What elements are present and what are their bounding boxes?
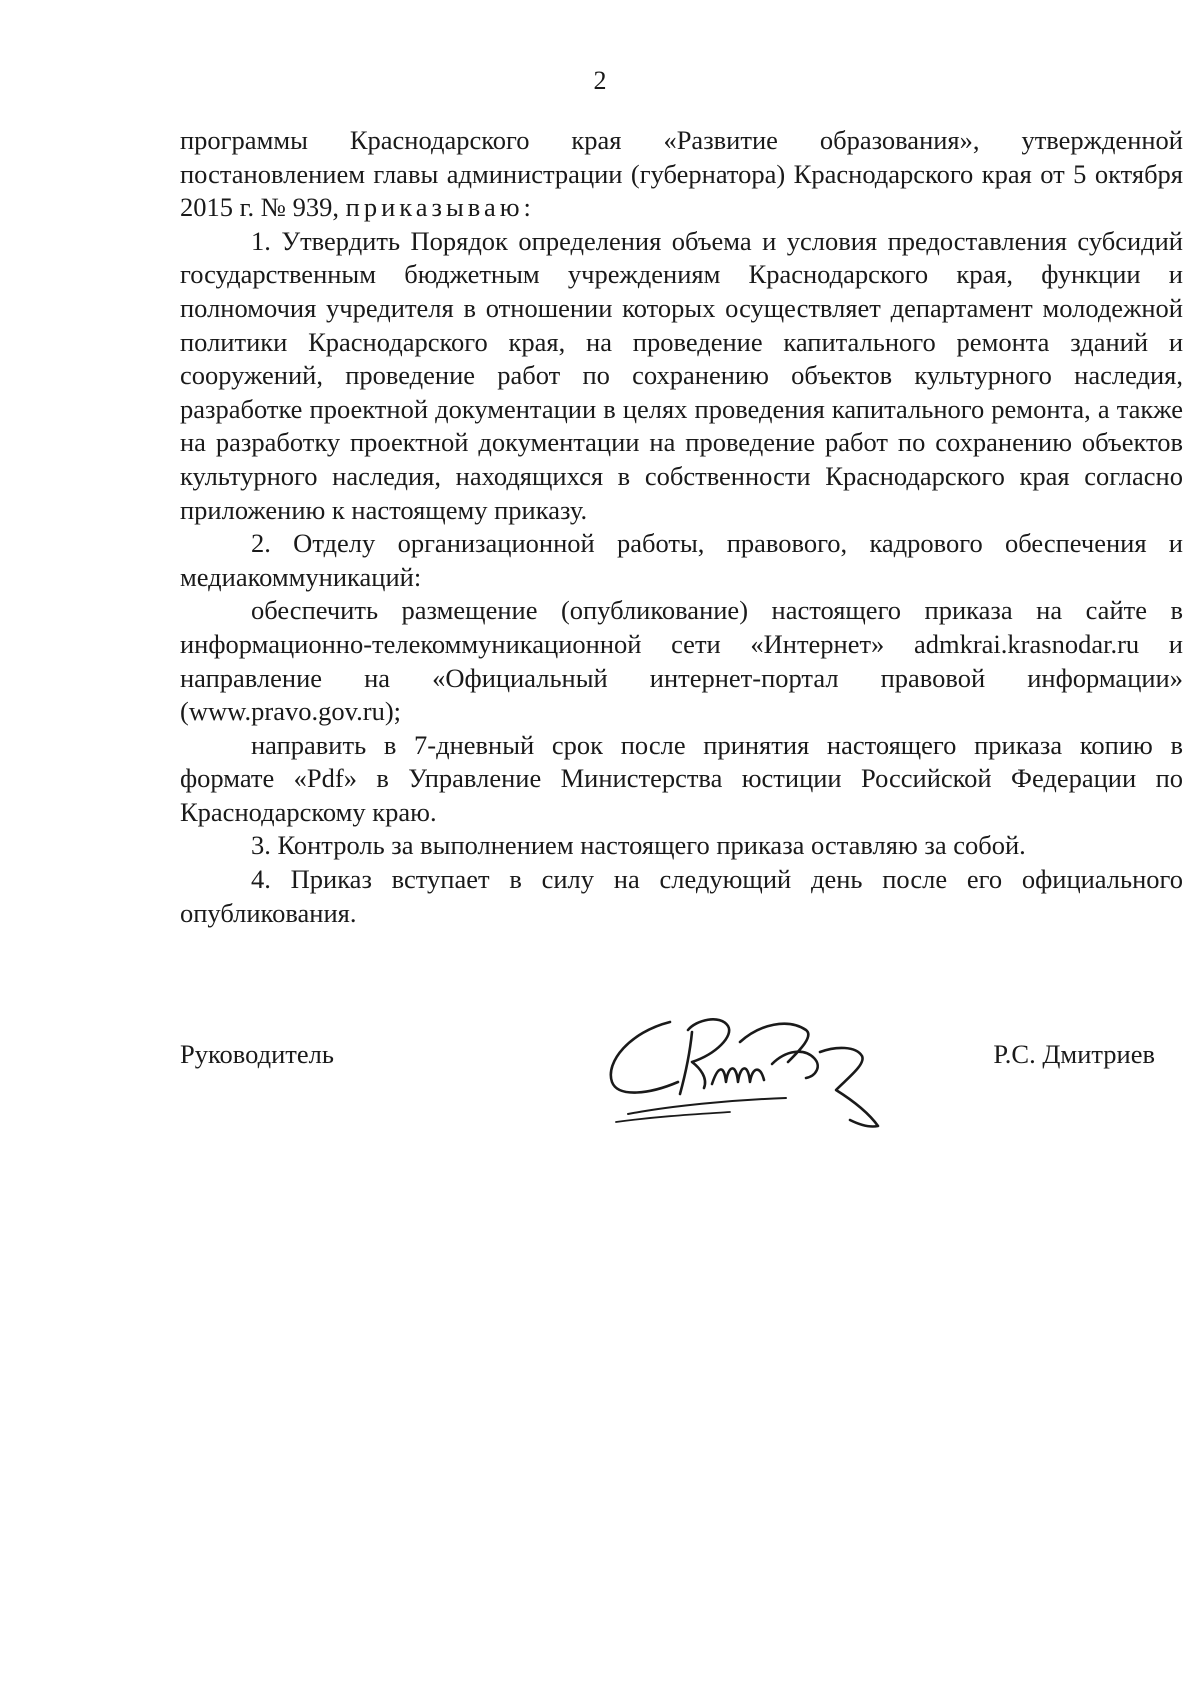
- item-2-subitem-1: обеспечить размещение (опубликование) настоящего приказа на сайте в информационно-телекоммуникационной сети «Интернет» admkrai.krasnodar.ru и направление на «Официальный интернет-портал правовой информации» (www.pravo.gov.ru);: [180, 595, 1183, 727]
- item-4: 4. Приказ вступает в силу на следующий день после его официального опубликования.: [180, 864, 1183, 928]
- item-2-subitem-2: направить в 7-дневный срок после принятия настоящего приказа копию в формате «Pdf» в Управление Министерства юстиции Российской Федерации по Краснодарскому краю.: [180, 729, 1183, 827]
- item-1: 1. Утвердить Порядок определения объема и условия предоставления субсидий государственным бюджетным учреждениям Краснодарского края, функции и полномочия учредителя в отношении которых осуществляет департамент молодежной политики Краснодарского края, на проведение капитального ремонта зданий и сооружений, проведение работ по сохранению объектов культурного наследия, разработке проектной документации в целях проведения капитального ремонта, а также на разработку проектной документации на проведение работ по сохранению объектов культурного наследия, находящихся в собственности Краснодарского края согласно приложению к настоящему приказу.: [180, 225, 1183, 525]
- document-body: [180, 124, 1183, 930]
- signer-position: Руководитель: [180, 1039, 334, 1069]
- signer-name: Р.С. Дмитриев: [993, 1039, 1155, 1069]
- intro-paragraph: [180, 124, 1183, 225]
- item-3: 3. Контроль за выполнением настоящего приказа оставляю за собой.: [251, 830, 1026, 861]
- signature-block: [180, 1030, 1183, 1150]
- intro-text: программы Краснодарского края «Развитие образования», утвержденной постановлением главы администрации (губернатора) Краснодарского края от 5 октября 2015 г. № 939,: [180, 125, 1183, 223]
- handwritten-signature: [600, 1002, 920, 1152]
- page-number: 2: [593, 66, 607, 95]
- order-word: приказываю:: [345, 192, 535, 223]
- item-2-heading: 2. Отделу организационной работы, правового, кадрового обеспечения и медиакоммуникаций:: [180, 528, 1183, 592]
